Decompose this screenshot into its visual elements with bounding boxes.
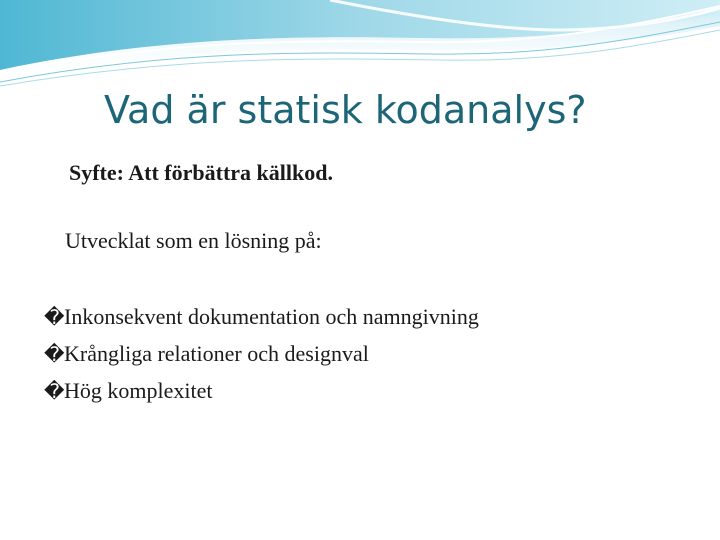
bullet-glyph: � bbox=[44, 379, 65, 403]
purpose-text: Syfte: Att förbättra källkod. bbox=[69, 160, 333, 185]
bullet-list bbox=[44, 302, 479, 413]
bullet-glyph: � bbox=[44, 305, 65, 329]
intro-text: Utvecklat som en lösning på: bbox=[65, 228, 322, 253]
bullet-item bbox=[44, 376, 479, 413]
bullet-text: Inkonsekvent dokumentation och namngivning bbox=[64, 304, 479, 329]
bullet-item bbox=[44, 339, 479, 376]
bullet-glyph: � bbox=[44, 342, 65, 366]
header-wave-decoration bbox=[0, 0, 720, 90]
bullet-item bbox=[44, 302, 479, 339]
slide-title: Vad är statisk kodanalys? bbox=[104, 88, 587, 132]
bullet-text: Hög komplexitet bbox=[64, 378, 213, 403]
bullet-text: Krångliga relationer och designval bbox=[64, 341, 369, 366]
